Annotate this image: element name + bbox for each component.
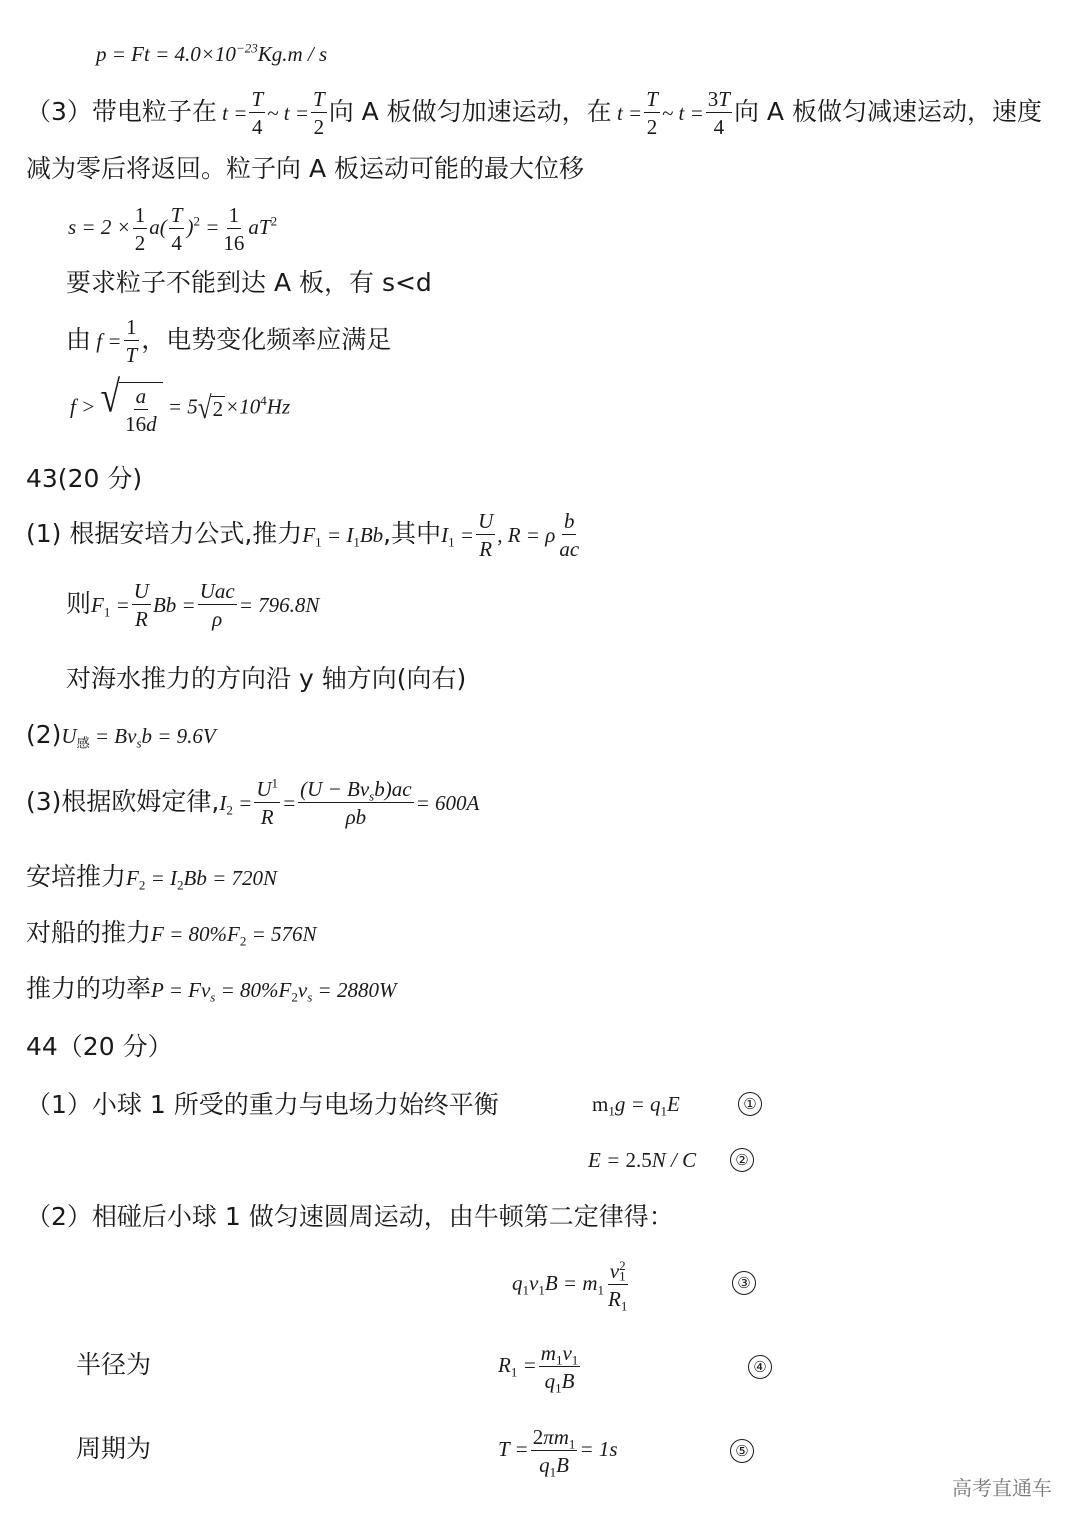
q44-part1-text: （1）小球 1 所受的重力与电场力始终平衡 [26,1090,499,1119]
frequency-condition-text: 由 f = $\frac{1}{T}$ ，电势变化频率应满足 [66,315,392,368]
fraction-1-over-t: $\frac{1}{T}$ [125,315,138,368]
q42-part3-line: （3）带电粒子在 t = $\frac{T}{4}$ ~ t = $\frac{T}{2}$ 向 A 板做匀加速运动，在 t = $\frac{T}{2}$ ~ t = $\frac{3T}{4}$ 向 A 板做匀减速运动，速度 [26,87,1042,140]
q43-part3-line: (3)根据欧姆定律$,I_2$ = $\frac{U^1}{R}$ = $(U - Bv_sb)ac$ ρb = 600A [26,775,480,830]
equation-3: $q_1v_1B = m_1$ $\frac{v_1^2}{R_1}$ [512,1257,628,1314]
equation-marker-4: ④ [748,1355,772,1379]
equation-2: E = 2.5N / C [588,1148,697,1172]
displacement-equation: s = 2 × $\frac{1}{2}$ a( $\frac{T}{4}$ )$^2$ = $\frac{1}{16}$ $aT^2$ [68,203,278,256]
q43-part1-line: (1) 根据安培力公式,推力$F_1 = I_1Bb$,其中$I_1$ = $\frac{U}{R}$ , R = ρ $\frac{b}{ac}$ [26,509,580,562]
fraction-t2: $\frac{T}{2}$ [313,87,325,140]
q43-force-result: 则$F_1$ = $\frac{U}{R}$ Bb = Uac ρ = 796.8N [66,579,320,632]
watermark: 高考直通车 [952,1476,1052,1500]
equation-marker-1: ① [738,1092,762,1116]
requirement-text: 要求粒子不能到达 A 板，有 s<d [66,268,432,297]
q43-ship-force: 对船的推力$F = 80\%F_2 = 576N$ [26,918,317,949]
equation-marker-3: ③ [732,1271,756,1295]
q44-header: 44（20 分） [26,1032,173,1061]
fraction-t2b: $\frac{T}{2}$ [646,87,658,140]
fraction-3t4: $\frac{3T}{4}$ [707,87,730,140]
equation-marker-5: ⑤ [730,1439,754,1463]
q42-part3-continuation: 减为零后将返回。粒子向 A 板运动可能的最大位移 [26,154,584,183]
period-label: 周期为 [76,1434,152,1463]
q44-part2-text: （2）相碰后小球 1 做匀速圆周运动，由牛顿第二定律得： [26,1202,674,1231]
q43-header: 43(20 分) [26,464,143,493]
equation-1: $m_1g = q_1E$ [592,1092,680,1119]
equation-5: T = $\frac{2\pi m_1}{q_1B}$ = 1s [498,1425,618,1480]
equation-marker-2: ② [730,1148,754,1172]
fraction-t4: $\frac{T}{4}$ [251,87,264,140]
radius-label: 半径为 [76,1350,152,1379]
equation-4: $R_1$ = $\frac{m_1v_1}{q_1B}$ [498,1341,579,1396]
frequency-equation: f > √ $\frac{a}{16d}$ = 5 √ 2 $\times 10^4Hz$ [70,371,291,437]
q43-part2-line: $(2)U_感 = Bv_sb = 9.6V$ [26,720,216,752]
q43-direction-text: 对海水推力的方向沿 y 轴方向(向右) [66,664,467,693]
q43-power: 推力的功率$P = Fv_s = 80\%F_2v_s = 2880W$ [26,974,397,1005]
q43-ampere-force: 安培推力$F_2 = I_2Bb = 720N$ [26,862,278,893]
momentum-equation: $p = Ft = 4.0\times 10^{-23}Kg.m / s$ [96,40,328,66]
